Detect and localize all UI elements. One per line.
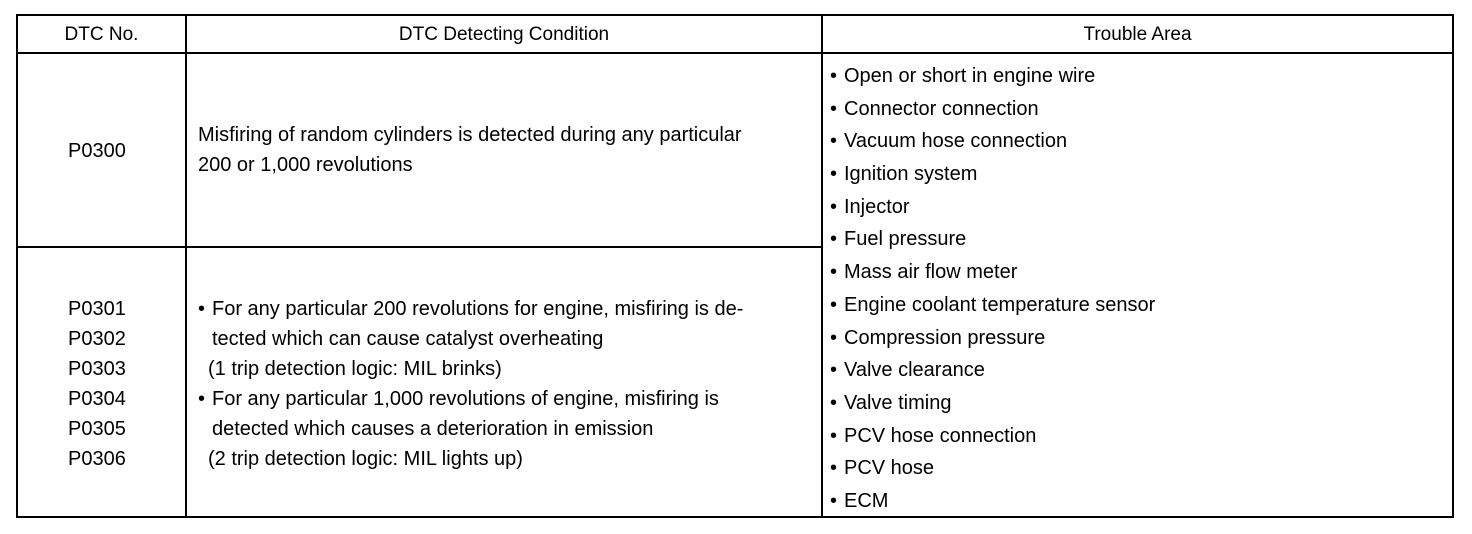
- trouble-item: • Ignition system: [830, 158, 1440, 191]
- condition-bullet-2: [198, 384, 808, 474]
- column-divider-1: [185, 16, 187, 516]
- dtc-code-list: [68, 294, 126, 474]
- trouble-item: • Connector connection: [830, 93, 1440, 126]
- condition-bullet-2-line-3: (2 trip detection logic: MIL lights up): [208, 448, 523, 470]
- header-dtc-no: DTC No.: [64, 24, 139, 45]
- dtc-code-p0301: P0301: [68, 298, 126, 320]
- header-trouble-area: Trouble Area: [1083, 24, 1192, 45]
- trouble-item: • Compression pressure: [830, 322, 1440, 355]
- trouble-item: • ECM: [830, 485, 1440, 518]
- condition-row-2: [198, 294, 808, 474]
- condition-row-1-line-2: 200 or 1,000 revolutions: [198, 154, 413, 176]
- trouble-item: • Fuel pressure: [830, 223, 1440, 256]
- dtc-code-p0303: P0303: [68, 358, 126, 380]
- trouble-item: • Open or short in engine wire: [830, 60, 1440, 93]
- trouble-item: • Valve clearance: [830, 354, 1440, 387]
- trouble-item: • Vacuum hose connection: [830, 125, 1440, 158]
- dtc-code-p0302: P0302: [68, 328, 126, 350]
- condition-row-1: [198, 120, 742, 180]
- dtc-code-p0304: P0304: [68, 388, 126, 410]
- dtc-code-p0306: P0306: [68, 448, 126, 470]
- trouble-item: • Engine coolant temperature sensor: [830, 289, 1440, 322]
- condition-bullet-1: [198, 294, 808, 384]
- column-divider-2: [821, 16, 823, 516]
- header-condition: DTC Detecting Condition: [398, 24, 610, 45]
- dtc-table: [16, 14, 1454, 518]
- condition-bullet-1-line-1: • For any particular 200 revolutions for engine, misfiring is de-: [212, 298, 744, 320]
- dtc-code-p0300: P0300: [68, 140, 126, 162]
- condition-bullet-1-line-2: tected which can cause catalyst overheating: [212, 328, 604, 350]
- dtc-code-p0305: P0305: [68, 418, 126, 440]
- condition-row-1-line-1: Misfiring of random cylinders is detected during any particular: [198, 124, 742, 146]
- trouble-area-list: [830, 60, 1440, 518]
- condition-bullet-1-line-3: (1 trip detection logic: MIL brinks): [208, 358, 502, 380]
- row-divider: [18, 246, 822, 248]
- condition-bullet-2-line-2: detected which causes a deterioration in emission: [212, 418, 654, 440]
- trouble-item: • Valve timing: [830, 387, 1440, 420]
- trouble-item: • Mass air flow meter: [830, 256, 1440, 289]
- condition-bullet-2-line-1: • For any particular 1,000 revolutions of engine, misfiring is: [212, 388, 719, 410]
- trouble-item: • PCV hose connection: [830, 420, 1440, 453]
- trouble-item: • PCV hose: [830, 452, 1440, 485]
- trouble-item: • Injector: [830, 191, 1440, 224]
